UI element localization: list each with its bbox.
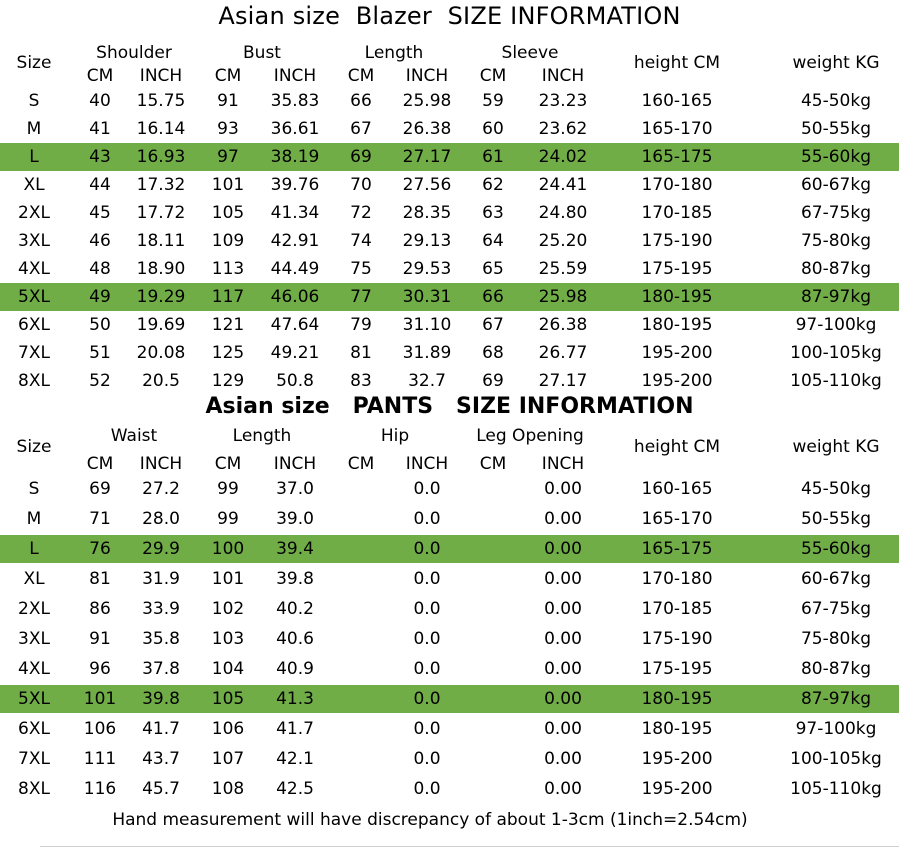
measurement-cell: 0.00	[544, 689, 582, 709]
cm-subheader: CM	[86, 66, 114, 86]
measurement-cell: 35.83	[270, 91, 320, 111]
height-cell: 195-200	[641, 779, 713, 799]
measurement-cell: 27.17	[538, 371, 588, 391]
measurement-cell: 24.02	[538, 147, 588, 167]
measurement-cell: 42.1	[276, 749, 314, 769]
measurement-cell: 18.11	[136, 231, 186, 251]
measurement-cell: 36.61	[270, 119, 320, 139]
measurement-cell: 33.9	[142, 599, 180, 619]
measurement-cell: 41.7	[276, 719, 314, 739]
measurement-cell: 113	[211, 259, 245, 279]
group-header-leg-opening: Leg Opening	[476, 426, 584, 446]
size-cell: 5XL	[18, 689, 50, 709]
group-header-length: Length	[364, 43, 424, 63]
measurement-cell: 0.0	[413, 749, 441, 769]
size-cell: S	[28, 91, 40, 111]
measurement-cell: 50	[89, 315, 111, 335]
measurement-cell: 41.7	[142, 719, 180, 739]
size-cell: 4XL	[18, 659, 50, 679]
measurement-cell: 69	[350, 147, 372, 167]
height-cell: 195-200	[641, 371, 713, 391]
measurement-cell: 41	[89, 119, 111, 139]
cm-subheader: CM	[86, 454, 114, 474]
measurement-cell: 71	[89, 509, 111, 529]
measurement-cell: 17.32	[136, 175, 186, 195]
size-column-header: Size	[16, 437, 52, 457]
measurement-cell: 91	[217, 91, 239, 111]
size-cell: 2XL	[18, 203, 50, 223]
measurement-cell: 40.6	[276, 629, 314, 649]
measurement-cell: 117	[211, 287, 245, 307]
measurement-cell: 27.56	[402, 175, 452, 195]
measurement-cell: 0.00	[544, 479, 582, 499]
weight-cell: 80-87kg	[800, 659, 872, 679]
measurement-cell: 31.9	[142, 569, 180, 589]
blazer-table-title: Asian size Blazer SIZE INFORMATION	[218, 2, 681, 30]
measurement-cell: 91	[89, 629, 111, 649]
measurement-cell: 86	[89, 599, 111, 619]
weight-cell: 60-67kg	[800, 175, 872, 195]
cm-subheader: CM	[214, 66, 242, 86]
weight-cell: 105-110kg	[790, 779, 882, 799]
weight-cell: 45-50kg	[800, 479, 872, 499]
measurement-cell: 62	[482, 175, 504, 195]
height-cell: 160-165	[641, 479, 713, 499]
measurement-cell: 0.00	[544, 629, 582, 649]
measurement-cell: 0.00	[544, 779, 582, 799]
weight-cell: 87-97kg	[800, 689, 872, 709]
measurement-cell: 27.17	[402, 147, 452, 167]
measurement-cell: 93	[217, 119, 239, 139]
height-cell: 165-170	[641, 509, 713, 529]
size-cell: 2XL	[18, 599, 50, 619]
size-cell: 7XL	[18, 749, 50, 769]
measurement-cell: 105	[211, 689, 245, 709]
measurement-cell: 69	[89, 479, 111, 499]
height-cell: 175-195	[641, 259, 713, 279]
measurement-cell: 29.13	[402, 231, 452, 251]
measurement-cell: 43	[89, 147, 111, 167]
cm-subheader: CM	[347, 66, 375, 86]
measurement-cell: 40.2	[276, 599, 314, 619]
measurement-cell: 49	[89, 287, 111, 307]
measurement-cell: 69	[482, 371, 504, 391]
measurement-cell: 81	[89, 569, 111, 589]
weight-column-header: weight KG	[792, 437, 880, 457]
measurement-cell: 16.93	[136, 147, 186, 167]
measurement-cell: 52	[89, 371, 111, 391]
size-cell: L	[29, 147, 39, 167]
weight-column-header: weight KG	[792, 53, 880, 73]
group-header-length: Length	[232, 426, 292, 446]
measurement-cell: 103	[211, 629, 245, 649]
measurement-cell: 26.38	[538, 315, 588, 335]
weight-cell: 50-55kg	[800, 509, 872, 529]
measurement-cell: 28.35	[402, 203, 452, 223]
inch-subheader: INCH	[273, 454, 317, 474]
measurement-cell: 121	[211, 315, 245, 335]
size-cell: M	[26, 509, 42, 529]
measurement-cell: 106	[83, 719, 117, 739]
measurement-cell: 59	[482, 91, 504, 111]
size-cell: 3XL	[18, 629, 50, 649]
measurement-cell: 45.7	[142, 779, 180, 799]
measurement-cell: 125	[211, 343, 245, 363]
measurement-cell: 75	[350, 259, 372, 279]
measurement-cell: 19.69	[136, 315, 186, 335]
measurement-cell: 0.0	[413, 509, 441, 529]
group-header-shoulder: Shoulder	[96, 43, 172, 63]
measurement-cell: 29.53	[402, 259, 452, 279]
measurement-cell: 76	[89, 539, 111, 559]
measurement-cell: 20.08	[136, 343, 186, 363]
height-cell: 160-165	[641, 91, 713, 111]
measurement-cell: 20.5	[142, 371, 180, 391]
measurement-cell: 25.20	[538, 231, 588, 251]
measurement-cell: 64	[482, 231, 504, 251]
measurement-cell: 102	[211, 599, 245, 619]
weight-cell: 80-87kg	[800, 259, 872, 279]
measurement-cell: 46.06	[270, 287, 320, 307]
size-cell: 7XL	[18, 343, 50, 363]
measurement-cell: 28.0	[142, 509, 180, 529]
size-cell: 4XL	[18, 259, 50, 279]
size-cell: L	[29, 539, 39, 559]
height-cell: 170-185	[641, 599, 713, 619]
measurement-cell: 37.8	[142, 659, 180, 679]
cm-subheader: CM	[479, 66, 507, 86]
measurement-cell: 19.29	[136, 287, 186, 307]
measurement-cell: 100	[211, 539, 245, 559]
height-cell: 175-190	[641, 629, 713, 649]
group-header-waist: Waist	[110, 426, 158, 446]
weight-cell: 97-100kg	[795, 719, 877, 739]
height-cell: 180-195	[641, 315, 713, 335]
size-cell: 6XL	[18, 315, 50, 335]
size-cell: 3XL	[18, 231, 50, 251]
measurement-cell: 23.62	[538, 119, 588, 139]
height-cell: 170-185	[641, 203, 713, 223]
weight-cell: 75-80kg	[800, 629, 872, 649]
measurement-cell: 42.91	[270, 231, 320, 251]
measurement-cell: 26.38	[402, 119, 452, 139]
measurement-cell: 42.5	[276, 779, 314, 799]
measurement-cell: 0.0	[413, 479, 441, 499]
measurement-cell: 81	[350, 343, 372, 363]
measurement-cell: 0.0	[413, 569, 441, 589]
measurement-cell: 74	[350, 231, 372, 251]
measurement-cell: 43.7	[142, 749, 180, 769]
measurement-cell: 29.9	[142, 539, 180, 559]
measurement-cell: 109	[211, 231, 245, 251]
measurement-cell: 101	[211, 569, 245, 589]
measurement-cell: 15.75	[136, 91, 186, 111]
measurement-cell: 23.23	[538, 91, 588, 111]
measurement-cell: 24.41	[538, 175, 588, 195]
weight-cell: 55-60kg	[800, 147, 872, 167]
measurement-cell: 61	[482, 147, 504, 167]
height-cell: 195-200	[641, 343, 713, 363]
height-column-header: height CM	[633, 437, 721, 457]
row-highlight-band	[0, 685, 899, 713]
height-cell: 170-180	[641, 175, 713, 195]
measurement-cell: 44.49	[270, 259, 320, 279]
measurement-note: Hand measurement will have discrepancy of about 1-3cm (1inch=2.54cm)	[112, 810, 748, 830]
measurement-cell: 0.00	[544, 539, 582, 559]
inch-subheader: INCH	[541, 66, 585, 86]
row-highlight-band	[0, 535, 899, 563]
measurement-cell: 99	[217, 479, 239, 499]
weight-cell: 50-55kg	[800, 119, 872, 139]
inch-subheader: INCH	[541, 454, 585, 474]
weight-cell: 45-50kg	[800, 91, 872, 111]
measurement-cell: 0.0	[413, 599, 441, 619]
measurement-cell: 24.80	[538, 203, 588, 223]
measurement-cell: 60	[482, 119, 504, 139]
measurement-cell: 0.00	[544, 749, 582, 769]
measurement-cell: 25.98	[402, 91, 452, 111]
measurement-cell: 0.0	[413, 719, 441, 739]
group-header-hip: Hip	[380, 426, 410, 446]
measurement-cell: 0.0	[413, 659, 441, 679]
measurement-cell: 66	[350, 91, 372, 111]
measurement-cell: 46	[89, 231, 111, 251]
measurement-cell: 17.72	[136, 203, 186, 223]
measurement-cell: 0.0	[413, 629, 441, 649]
weight-cell: 87-97kg	[800, 287, 872, 307]
weight-cell: 67-75kg	[800, 599, 872, 619]
measurement-cell: 31.89	[402, 343, 452, 363]
height-cell: 165-175	[641, 539, 713, 559]
weight-cell: 75-80kg	[800, 231, 872, 251]
measurement-cell: 129	[211, 371, 245, 391]
group-header-sleeve: Sleeve	[501, 43, 559, 63]
measurement-cell: 35.8	[142, 629, 180, 649]
measurement-cell: 39.8	[142, 689, 180, 709]
measurement-cell: 27.2	[142, 479, 180, 499]
measurement-cell: 101	[211, 175, 245, 195]
measurement-cell: 72	[350, 203, 372, 223]
cm-subheader: CM	[214, 454, 242, 474]
size-cell: 5XL	[18, 287, 50, 307]
inch-subheader: INCH	[139, 454, 183, 474]
height-column-header: height CM	[633, 53, 721, 73]
measurement-cell: 67	[350, 119, 372, 139]
measurement-cell: 38.19	[270, 147, 320, 167]
measurement-cell: 106	[211, 719, 245, 739]
measurement-cell: 50.8	[276, 371, 314, 391]
weight-cell: 105-110kg	[790, 371, 882, 391]
measurement-cell: 26.77	[538, 343, 588, 363]
measurement-cell: 77	[350, 287, 372, 307]
measurement-cell: 25.59	[538, 259, 588, 279]
height-cell: 180-195	[641, 287, 713, 307]
measurement-cell: 0.0	[413, 779, 441, 799]
measurement-cell: 44	[89, 175, 111, 195]
size-cell: 6XL	[18, 719, 50, 739]
weight-cell: 97-100kg	[795, 315, 877, 335]
measurement-cell: 49.21	[270, 343, 320, 363]
height-cell: 165-170	[641, 119, 713, 139]
measurement-cell: 96	[89, 659, 111, 679]
measurement-cell: 0.00	[544, 659, 582, 679]
measurement-cell: 37.0	[276, 479, 314, 499]
measurement-cell: 30.31	[402, 287, 452, 307]
measurement-cell: 41.34	[270, 203, 320, 223]
measurement-cell: 39.76	[270, 175, 320, 195]
measurement-cell: 105	[211, 203, 245, 223]
measurement-cell: 111	[83, 749, 117, 769]
weight-cell: 67-75kg	[800, 203, 872, 223]
measurement-cell: 39.4	[276, 539, 314, 559]
height-cell: 175-190	[641, 231, 713, 251]
weight-cell: 60-67kg	[800, 569, 872, 589]
height-cell: 175-195	[641, 659, 713, 679]
measurement-cell: 47.64	[270, 315, 320, 335]
measurement-cell: 79	[350, 315, 372, 335]
measurement-cell: 39.0	[276, 509, 314, 529]
measurement-cell: 31.10	[402, 315, 452, 335]
measurement-cell: 66	[482, 287, 504, 307]
size-cell: 8XL	[18, 779, 50, 799]
measurement-cell: 16.14	[136, 119, 186, 139]
measurement-cell: 41.3	[276, 689, 314, 709]
height-cell: 165-175	[641, 147, 713, 167]
height-cell: 180-195	[641, 719, 713, 739]
measurement-cell: 0.00	[544, 719, 582, 739]
size-cell: XL	[23, 569, 45, 589]
measurement-cell: 0.0	[413, 689, 441, 709]
measurement-cell: 116	[83, 779, 117, 799]
measurement-cell: 40.9	[276, 659, 314, 679]
measurement-cell: 97	[217, 147, 239, 167]
measurement-cell: 83	[350, 371, 372, 391]
measurement-cell: 63	[482, 203, 504, 223]
measurement-cell: 48	[89, 259, 111, 279]
size-cell: XL	[23, 175, 45, 195]
measurement-cell: 25.98	[538, 287, 588, 307]
inch-subheader: INCH	[405, 454, 449, 474]
weight-cell: 100-105kg	[790, 343, 882, 363]
height-cell: 170-180	[641, 569, 713, 589]
measurement-cell: 101	[83, 689, 117, 709]
measurement-cell: 67	[482, 315, 504, 335]
measurement-cell: 32.7	[408, 371, 446, 391]
measurement-cell: 51	[89, 343, 111, 363]
measurement-cell: 68	[482, 343, 504, 363]
measurement-cell: 0.00	[544, 509, 582, 529]
group-header-bust: Bust	[243, 43, 281, 63]
height-cell: 195-200	[641, 749, 713, 769]
inch-subheader: INCH	[139, 66, 183, 86]
measurement-cell: 65	[482, 259, 504, 279]
bottom-divider	[40, 846, 899, 847]
measurement-cell: 0.00	[544, 569, 582, 589]
inch-subheader: INCH	[405, 66, 449, 86]
measurement-cell: 108	[211, 779, 245, 799]
measurement-cell: 39.8	[276, 569, 314, 589]
measurement-cell: 45	[89, 203, 111, 223]
measurement-cell: 107	[211, 749, 245, 769]
pants-table-title: Asian size PANTS SIZE INFORMATION	[205, 394, 694, 419]
measurement-cell: 0.00	[544, 599, 582, 619]
size-column-header: Size	[16, 53, 52, 73]
weight-cell: 100-105kg	[790, 749, 882, 769]
cm-subheader: CM	[479, 454, 507, 474]
size-cell: 8XL	[18, 371, 50, 391]
measurement-cell: 40	[89, 91, 111, 111]
measurement-cell: 104	[211, 659, 245, 679]
size-cell: S	[28, 479, 40, 499]
measurement-cell: 0.0	[413, 539, 441, 559]
weight-cell: 55-60kg	[800, 539, 872, 559]
measurement-cell: 70	[350, 175, 372, 195]
height-cell: 180-195	[641, 689, 713, 709]
measurement-cell: 18.90	[136, 259, 186, 279]
cm-subheader: CM	[347, 454, 375, 474]
inch-subheader: INCH	[273, 66, 317, 86]
measurement-cell: 99	[217, 509, 239, 529]
size-cell: M	[26, 119, 42, 139]
